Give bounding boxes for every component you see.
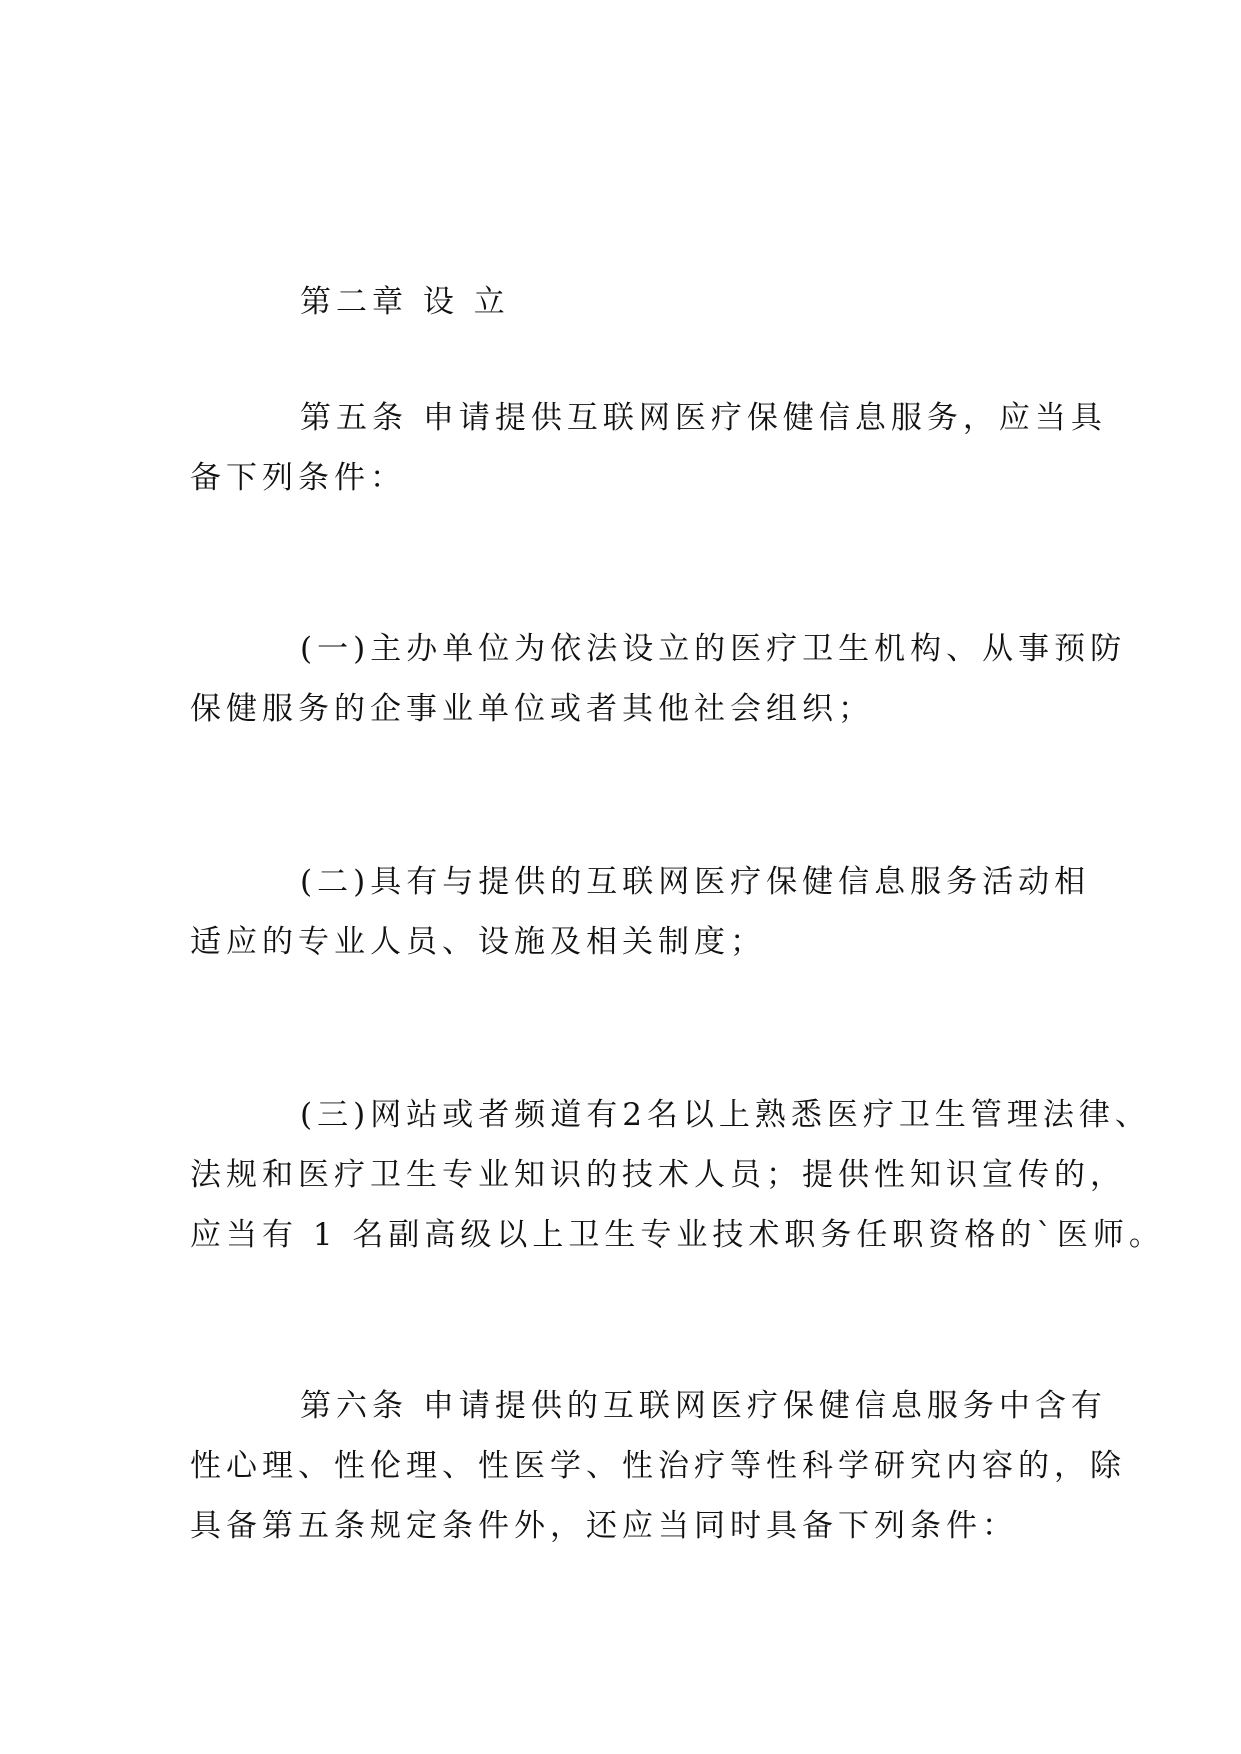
article-6-line-3: 具备第五条规定条件外，还应当同时具备下列条件： bbox=[190, 1508, 1018, 1544]
condition-item-1-line-1: (一)主办单位为依法设立的医疗卫生机构、从事预防 bbox=[300, 631, 1127, 667]
condition-item-1-line-2: 保健服务的企事业单位或者其他社会组织； bbox=[190, 691, 874, 727]
condition-item-3-line-3: 应当有 1 名副高级以上卫生专业技术职务任职资格的`医师。 bbox=[190, 1217, 1165, 1253]
condition-item-2-line-1: (二)具有与提供的互联网医疗保健信息服务活动相 bbox=[300, 864, 1091, 900]
condition-item-3-line-2: 法规和医疗卫生专业知识的技术人员；提供性知识宣传的， bbox=[190, 1157, 1126, 1193]
article-5-line-2: 备下列条件： bbox=[190, 460, 406, 496]
condition-item-3-line-1: (三)网站或者频道有2名以上熟悉医疗卫生管理法律、 bbox=[300, 1097, 1151, 1133]
chapter-heading: 第二章 设 立 bbox=[300, 284, 510, 320]
article-6-line-1: 第六条 申请提供的互联网医疗保健信息服务中含有 bbox=[300, 1388, 1107, 1424]
condition-item-2-line-2: 适应的专业人员、设施及相关制度； bbox=[190, 924, 766, 960]
article-5-line-1: 第五条 申请提供互联网医疗保健信息服务，应当具 bbox=[300, 400, 1107, 436]
article-6-line-2: 性心理、性伦理、性医学、性治疗等性科学研究内容的，除 bbox=[190, 1448, 1126, 1484]
